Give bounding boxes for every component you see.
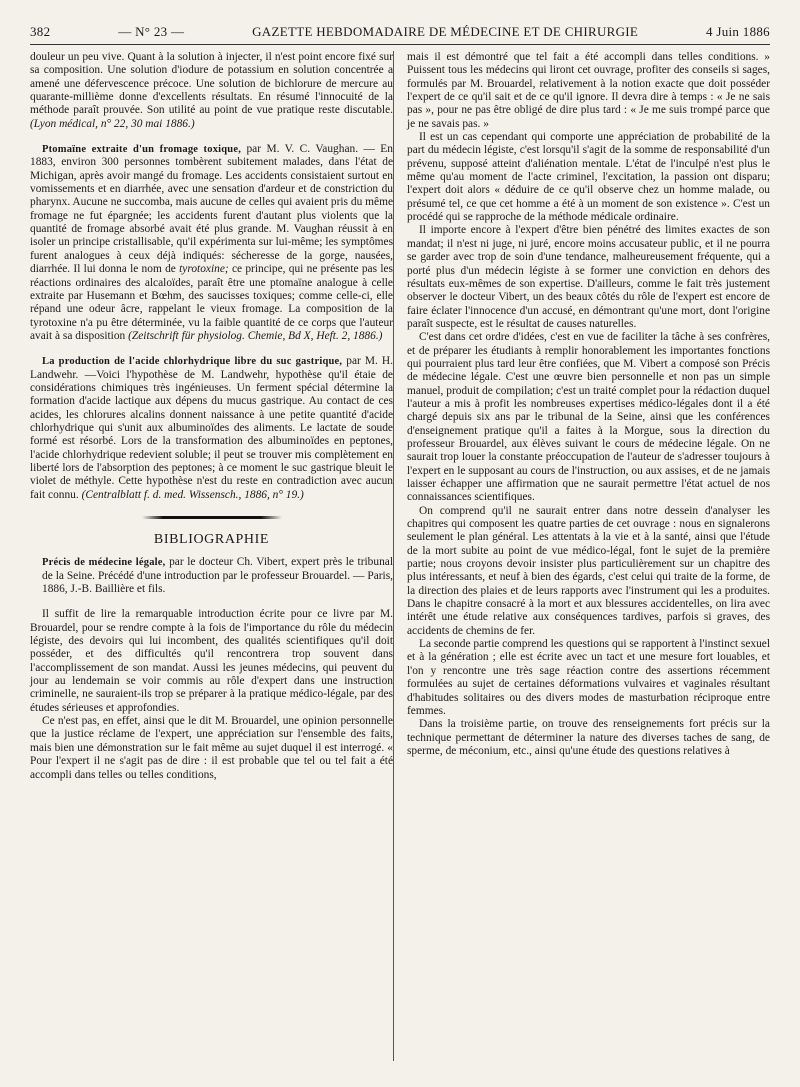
journal-title: GAZETTE HEBDOMADAIRE DE MÉDECINE ET DE CHIRURGIE xyxy=(252,24,639,39)
section-separator xyxy=(142,516,282,519)
column-divider xyxy=(393,51,394,1061)
paragraph: Dans la troisième partie, on trouve des renseignements fort précis sur la technique permettant de déterminer la nature des diverses taches de sang, de sperme, de méconium, etc., ainsi qu'une étude des questions relatives à xyxy=(407,718,770,757)
bibliography-entry: Précis de médecine légale, par le docteur Ch. Vibert, expert près le tribunal de la Seine. Précédé d'une introduction par le professeur Brouardel. — Paris, 1886, J.-B. Baillière et fils. xyxy=(42,556,393,596)
issue-number: — N° 23 — xyxy=(118,24,185,39)
issue-date: 4 Juin 1886 xyxy=(706,24,770,39)
paragraph: La seconde partie comprend les questions qui se rapportent à l'instinct sexuel et à la génération ; elle est écrite avec un tact et une mesure fort louables, et l'on y rencontre une très sage réaction contre des assertions récemment formulées au sujet de certaines déformations vulvaires et vaginales résultant d'habitudes solitaires ou des divers modes de masturbation réciproque entre femmes. xyxy=(407,638,770,717)
paragraph: mais il est démontré que tel fait a été accompli dans telles conditions. » Puissent tous les médecins qui liront cet ouvrage, profiter des conseils si sages, formulés par M. Brouardel, relativement à la notion exacte que doit posséder l'expert de ce qu'il sait et de ce qu'il ignore. Il devra dire à temps : « Je ne sais pas », pour ne pas être obligé de dire plus tard : « Je me suis trompé parce que je ne savais pas. » xyxy=(407,51,770,130)
article-tyrotoxine: Ptomaïne extraite d'un fromage toxique, par M. V. C. Vaughan. — En 1883, environ 300 personnes tombèrent subitement malades, dans l'état de Michigan, après avoir mangé du fromage. Les accidents consistaient surtout en vomissements et en diarrhée, avec une sensation d'ardeur et de constriction du pharynx. Aucune ne succomba, mais aucune de celles qui avaient pris du même fromage ne fut épargnée; les accidents furent d'autant plus violents que la quantité de fromage absorbé avait été plus grande. M. Vaughan réussit à en isoler un principe cristallisable, qu'il expérimenta sur lui-même; les symptômes furent analogues à ceux déjà indiqués: sécheresse de la gorge, nausées, diarrhée. Il lui donna le nom de tyrotoxine; ce principe, qui ne présente pas les réactions ordinaires des alcaloïdes, paraît être une ptomaïne analogue à celle extraite par Husemann et Bœhm, des saucisses toxiques; comme celle-ci, elle répand une odeur âcre, rappelant le vieux fromage. La composition de la tyrotoxine n'a pu être déterminée, vu la faible quantité de ce corps que l'auteur avait à sa disposition (Zeitschrift für physiolog. Chemie, Bd X, Heft. 2, 1886.) xyxy=(30,143,393,342)
left-column xyxy=(30,51,393,1061)
section-title: BIBLIOGRAPHIE xyxy=(153,532,270,547)
paragraph: On comprend qu'il ne saurait entrer dans notre dessein d'analyser les chapitres qui composent les quatre parties de cet ouvrage : nous en signalerons seulement le plan général. Les attentats à la vie et à la santé, ainsi que l'étude de la mort subite au point de vue médico-légal, font le sujet de la première partie; nous croyons devoir insister plus particulièrement sur un chapitre des plus intéressants, et neuf à bien des égards, c'est celui qui traite de la forme, de la direction des plaies et de leurs rapports avec l'instrument qui les a produites. Dans le chapitre consacré à la mort et aux blessures accidentelles, on lira avec intérêt une étude relative aux conséquences tardives, parfois si graves, des accidents de chemins de fer. xyxy=(407,504,770,637)
article-author: par M. H. Landwehr. xyxy=(30,355,393,381)
journal-page xyxy=(30,24,770,1074)
article-author: par M. V. C. Vaughan. xyxy=(246,143,359,156)
paragraph: Ce n'est pas, en effet, ainsi que le dit M. Brouardel, une opinion personnelle que la justice réclame de l'expert, une appréciation sur l'ensemble des faits, mais bien une démonstration sur le fait même au sujet duquel il est interrogé. « Pour l'expert il ne s'agit pas de dire : il est probable que tel ou tel fait a été accompli dans telles ou telles conditions, xyxy=(30,715,393,781)
paragraph: Il importe encore à l'expert d'être bien pénétré des limites exactes de son mandat; il n'est ni juge, ni juré, encore moins accusateur public, et il ne pourra se garder avec trop de soin d'une tendance, malheureusement fréquente, qui a porté plus d'un médecin légiste à se former une conviction en dehors des résultats eux-mêmes de son expertise. D'ailleurs, comme le fait très justement observer le docteur Vibert, un des beaux côtés du rôle de l'expert est encore de faire éclater l'innocence d'un accusé, en démontrant qu'une mort, dont l'origine paraît suspecte, est le résultat de causes naturelles. xyxy=(407,224,770,330)
article-heading: La production de l'acide chlorhydrique libre du suc gastrique, xyxy=(42,356,343,368)
citation: (Lyon médical, n° 22, 30 mai 1886.) xyxy=(30,117,195,130)
article-heading: Ptomaïne extraite d'un fromage toxique, xyxy=(42,144,242,156)
book-title: Précis de médecine légale, xyxy=(42,557,166,569)
page-number: 382 xyxy=(30,24,51,39)
two-column-body xyxy=(30,51,770,1061)
paragraph: Il suffit de lire la remarquable introduction écrite pour ce livre par M. Brouardel, pour se rendre compte à la fois de l'importance du rôle du médecin légiste, des devoirs qui lui incombent, des qualités scientifiques qu'il doit posséder, et des difficultés qu'il rencontrera trop souvent dans l'accomplissement de son mandat. Aussi les jeunes médecins, qui peuvent du jour au lendemain se voir commis au rôle d'expert dans une instruction criminelle, ne sauraient-ils trop se préparer à la pratique médico-légale, par des études sérieuses et approfondies. xyxy=(30,608,393,714)
citation: (Zeitschrift für physiolog. Chemie, Bd X, Heft. 2, 1886.) xyxy=(128,329,383,342)
page-header xyxy=(30,24,770,45)
paragraph: Il est un cas cependant qui comporte une appréciation de probabilité de la part du médecin légiste, c'est lorsqu'il s'agit de la somme de responsabilité d'un prévenu, supposé atteint d'aliénation mentale. L'état de l'inculpé n'est plus le même qu'au moment de l'acte criminel, l'excitation, la passion ont disparu; l'expert doit alors « déduire de ce qu'il observe chez un homme malade, ou présumé tel, ce que cet homme a été à un moment de son existence ». C'est un procédé qui se rapproche de la méthode médicale ordinaire. xyxy=(407,131,770,224)
paragraph: douleur un peu vive. Quant à la solution à injecter, il n'est point encore fixé sur sa composition. Une solution d'iodure de potassium en solution concentrée a amené une défervescence précoce. Une solution de bichlorure de mercure au quarante-millième donne d'excellents résultats. En résumé l'innocuité de la méthode paraît prouvée. Son utilité au point de vue pratique reste discutable. (Lyon médical, n° 22, 30 mai 1886.) xyxy=(30,51,393,130)
article-acide-chlorhydrique: La production de l'acide chlorhydrique libre du suc gastrique, par M. H. Landwehr. —Voici l'hypothèse de M. Landwehr, hypothèse qu'il étaie de considérations chimiques très ingénieuses. Un ferment spécial détermine la formation d'acide lactique aux dépens du mucus gastrique. Au contact de ces acides, les chlorures alcalins donnent naissance à une petite quantité d'acide chlorhydrique qui s'unit aux albuminoïdes des aliments. Le lactate de soude formé est résorbé. Lors de la transformation des albuminoïdes en peptones, l'acide chlorhydrique redevient soluble; il peut se trouver mis complètement en liberté lors de l'absorption des peptones; à ce moment le suc gastrique bleuit le violet de méthyle. Cette hypothèse n'est du reste en contradiction avec aucun fait connu. (Centralblatt f. d. med. Wissensch., 1886, n° 19.) xyxy=(30,355,393,501)
citation: (Centralblatt f. d. med. Wissensch., 1886, n° 19.) xyxy=(81,488,304,501)
paragraph: C'est dans cet ordre d'idées, c'est en vue de faciliter la tâche à ses confrères, et de préparer les étudiants à remplir honorablement les importantes fonctions qui pourraient plus tard leur être confiées, que M. Vibert a composé son Précis de médecine légale. C'est une œuvre bien personnelle et non pas un simple manuel, produit de compilation; c'est un traité complet pour la rédaction duquel l'auteur a mis à profit les nombreuses expertises médico-légales dont il a été chargé depuis six ans par le tribunal de la Seine, ainsi que les conférences d'enseignement pratique qu'il a faites à la Morgue, sous la direction du professeur Brouardel, aux élèves suivant le cours de médecine légale. On ne saurait trop louer la constante préoccupation de l'auteur de s'adresser toujours à l'expert en le supposant au cours de l'instruction, ou aux assises, et de ne jamais laisser échapper une affirmation que ne saurait permettre l'état actuel de nos connaissances scientifiques. xyxy=(407,331,770,504)
right-column xyxy=(407,51,770,1061)
